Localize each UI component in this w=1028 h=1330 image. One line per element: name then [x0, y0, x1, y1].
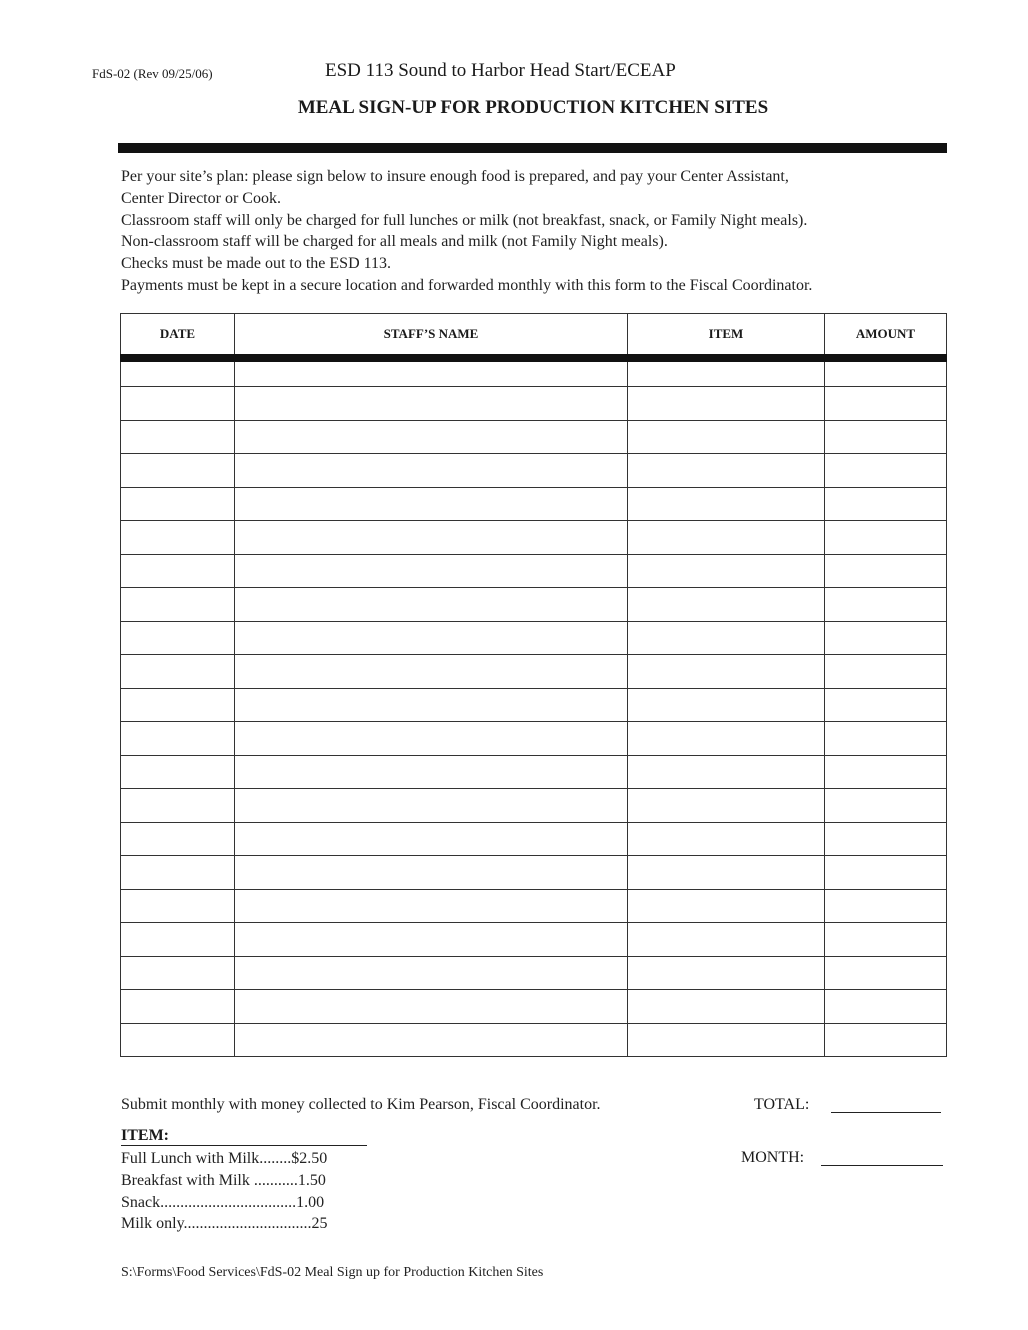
table-row: [121, 420, 947, 454]
column-header-item: ITEM: [628, 314, 825, 359]
date-cell[interactable]: [121, 956, 235, 990]
amount-cell[interactable]: [825, 621, 947, 655]
date-cell[interactable]: [121, 487, 235, 521]
date-cell[interactable]: [121, 621, 235, 655]
table-header-row: [121, 314, 947, 359]
date-cell[interactable]: [121, 588, 235, 622]
item-cell[interactable]: [628, 655, 825, 689]
price-list: [121, 1148, 328, 1235]
staff-name-cell[interactable]: [235, 789, 628, 823]
table-row: [121, 521, 947, 555]
item-cell[interactable]: [628, 956, 825, 990]
date-cell[interactable]: [121, 755, 235, 789]
instruction-line: Center Director or Cook.: [121, 189, 281, 207]
staff-name-cell[interactable]: [235, 387, 628, 421]
table-row: [121, 889, 947, 923]
staff-name-cell[interactable]: [235, 487, 628, 521]
amount-cell[interactable]: [825, 923, 947, 957]
staff-name-cell[interactable]: [235, 655, 628, 689]
table-body: [121, 358, 947, 1057]
date-cell[interactable]: [121, 923, 235, 957]
staff-name-cell[interactable]: [235, 856, 628, 890]
staff-name-cell[interactable]: [235, 621, 628, 655]
file-path: S:\Forms\Food Services\FdS-02 Meal Sign up for Production Kitchen Sites: [121, 1265, 544, 1280]
amount-cell[interactable]: [825, 487, 947, 521]
month-label: MONTH:: [741, 1149, 805, 1166]
amount-cell[interactable]: [825, 358, 947, 387]
amount-cell[interactable]: [825, 454, 947, 488]
form-title: MEAL SIGN-UP FOR PRODUCTION KITCHEN SITES: [297, 97, 769, 118]
table-row: [121, 789, 947, 823]
item-cell[interactable]: [628, 454, 825, 488]
item-cell[interactable]: [628, 688, 825, 722]
amount-cell[interactable]: [825, 956, 947, 990]
instruction-line: Non-classroom staff will be charged for all meals and milk (not Family Night meals).: [121, 233, 668, 251]
price-heading-underline: [121, 1145, 367, 1146]
table-row: [121, 655, 947, 689]
date-cell[interactable]: [121, 554, 235, 588]
price-item: Breakfast with Milk ...........1.50: [121, 1171, 326, 1189]
date-cell[interactable]: [121, 856, 235, 890]
date-cell[interactable]: [121, 387, 235, 421]
instruction-line: Checks must be made out to the ESD 113.: [121, 255, 392, 273]
item-cell[interactable]: [628, 923, 825, 957]
month-blank-line[interactable]: [821, 1165, 943, 1166]
instructions-block: [121, 166, 812, 297]
staff-name-cell[interactable]: [235, 722, 628, 756]
column-header-amount: AMOUNT: [825, 314, 947, 359]
form-code: FdS-02 (Rev 09/25/06): [92, 66, 213, 81]
amount-cell[interactable]: [825, 588, 947, 622]
table-row: [121, 822, 947, 856]
amount-cell[interactable]: [825, 990, 947, 1024]
amount-cell[interactable]: [825, 856, 947, 890]
item-cell[interactable]: [628, 588, 825, 622]
instruction-line: Classroom staff will only be charged for full lunches or milk (not breakfast, snack, or Family Night meals).: [121, 211, 808, 229]
amount-cell[interactable]: [825, 655, 947, 689]
item-cell[interactable]: [628, 722, 825, 756]
amount-cell[interactable]: [825, 688, 947, 722]
item-cell[interactable]: [628, 990, 825, 1024]
amount-cell[interactable]: [825, 822, 947, 856]
item-cell[interactable]: [628, 856, 825, 890]
table-row: [121, 588, 947, 622]
table-row: [121, 454, 947, 488]
amount-cell[interactable]: [825, 420, 947, 454]
date-cell[interactable]: [121, 990, 235, 1024]
amount-cell[interactable]: [825, 889, 947, 923]
amount-cell[interactable]: [825, 554, 947, 588]
table-row: [121, 722, 947, 756]
staff-name-cell[interactable]: [235, 358, 628, 387]
staff-name-cell[interactable]: [235, 588, 628, 622]
staff-name-cell[interactable]: [235, 755, 628, 789]
date-cell[interactable]: [121, 722, 235, 756]
column-header-date: DATE: [121, 314, 235, 359]
amount-cell[interactable]: [825, 387, 947, 421]
item-cell[interactable]: [628, 420, 825, 454]
item-cell[interactable]: [628, 387, 825, 421]
staff-name-cell[interactable]: [235, 554, 628, 588]
title-divider: [118, 143, 947, 153]
staff-name-cell[interactable]: [235, 990, 628, 1024]
date-cell[interactable]: [121, 889, 235, 923]
staff-name-cell[interactable]: [235, 454, 628, 488]
staff-name-cell[interactable]: [235, 889, 628, 923]
table-row: [121, 1023, 947, 1057]
table-row: [121, 990, 947, 1024]
item-cell[interactable]: [628, 1023, 825, 1057]
staff-name-cell[interactable]: [235, 521, 628, 555]
date-cell[interactable]: [121, 358, 235, 387]
table-row: [121, 487, 947, 521]
staff-name-cell[interactable]: [235, 956, 628, 990]
date-cell[interactable]: [121, 454, 235, 488]
instruction-line: Payments must be kept in a secure location and forwarded monthly with this form to the Fiscal Coordinator.: [121, 276, 813, 294]
table-row: [121, 554, 947, 588]
item-cell[interactable]: [628, 521, 825, 555]
table-row: [121, 856, 947, 890]
staff-name-cell[interactable]: [235, 822, 628, 856]
item-cell[interactable]: [628, 621, 825, 655]
table-row: [121, 387, 947, 421]
table-row: [121, 923, 947, 957]
date-cell[interactable]: [121, 420, 235, 454]
price-item: Milk only................................25: [121, 1215, 328, 1233]
date-cell[interactable]: [121, 822, 235, 856]
item-cell[interactable]: [628, 554, 825, 588]
staff-name-cell[interactable]: [235, 688, 628, 722]
table-row: [121, 688, 947, 722]
item-cell[interactable]: [628, 789, 825, 823]
date-cell[interactable]: [121, 789, 235, 823]
date-cell[interactable]: [121, 655, 235, 689]
table-row: [121, 358, 947, 387]
staff-name-cell[interactable]: [235, 1023, 628, 1057]
organization-title: ESD 113 Sound to Harbor Head Start/ECEAP: [325, 60, 676, 81]
column-header-staff-name: STAFF’S NAME: [235, 314, 628, 359]
date-cell[interactable]: [121, 521, 235, 555]
staff-name-cell[interactable]: [235, 420, 628, 454]
date-cell[interactable]: [121, 688, 235, 722]
item-cell[interactable]: [628, 755, 825, 789]
table-row: [121, 956, 947, 990]
table-row: [121, 621, 947, 655]
total-blank-line[interactable]: [831, 1112, 941, 1113]
item-cell[interactable]: [628, 822, 825, 856]
item-cell[interactable]: [628, 487, 825, 521]
price-list-heading: ITEM:: [121, 1127, 169, 1144]
date-cell[interactable]: [121, 1023, 235, 1057]
item-cell[interactable]: [628, 358, 825, 387]
staff-name-cell[interactable]: [235, 923, 628, 957]
amount-cell[interactable]: [825, 789, 947, 823]
price-item: Full Lunch with Milk........$2.50: [121, 1150, 328, 1167]
submit-note: Submit monthly with money collected to Kim Pearson, Fiscal Coordinator.: [121, 1096, 601, 1113]
amount-cell[interactable]: [825, 722, 947, 756]
amount-cell[interactable]: [825, 755, 947, 789]
price-item: Snack..................................1.00: [121, 1193, 325, 1211]
item-cell[interactable]: [628, 889, 825, 923]
meal-signup-table: [120, 313, 947, 1057]
amount-cell[interactable]: [825, 521, 947, 555]
amount-cell[interactable]: [825, 1023, 947, 1057]
table-row: [121, 755, 947, 789]
total-label: TOTAL:: [754, 1096, 810, 1113]
instruction-line: Per your site’s plan: please sign below to insure enough food is prepared, and pay your Center Assistant,: [121, 168, 789, 185]
